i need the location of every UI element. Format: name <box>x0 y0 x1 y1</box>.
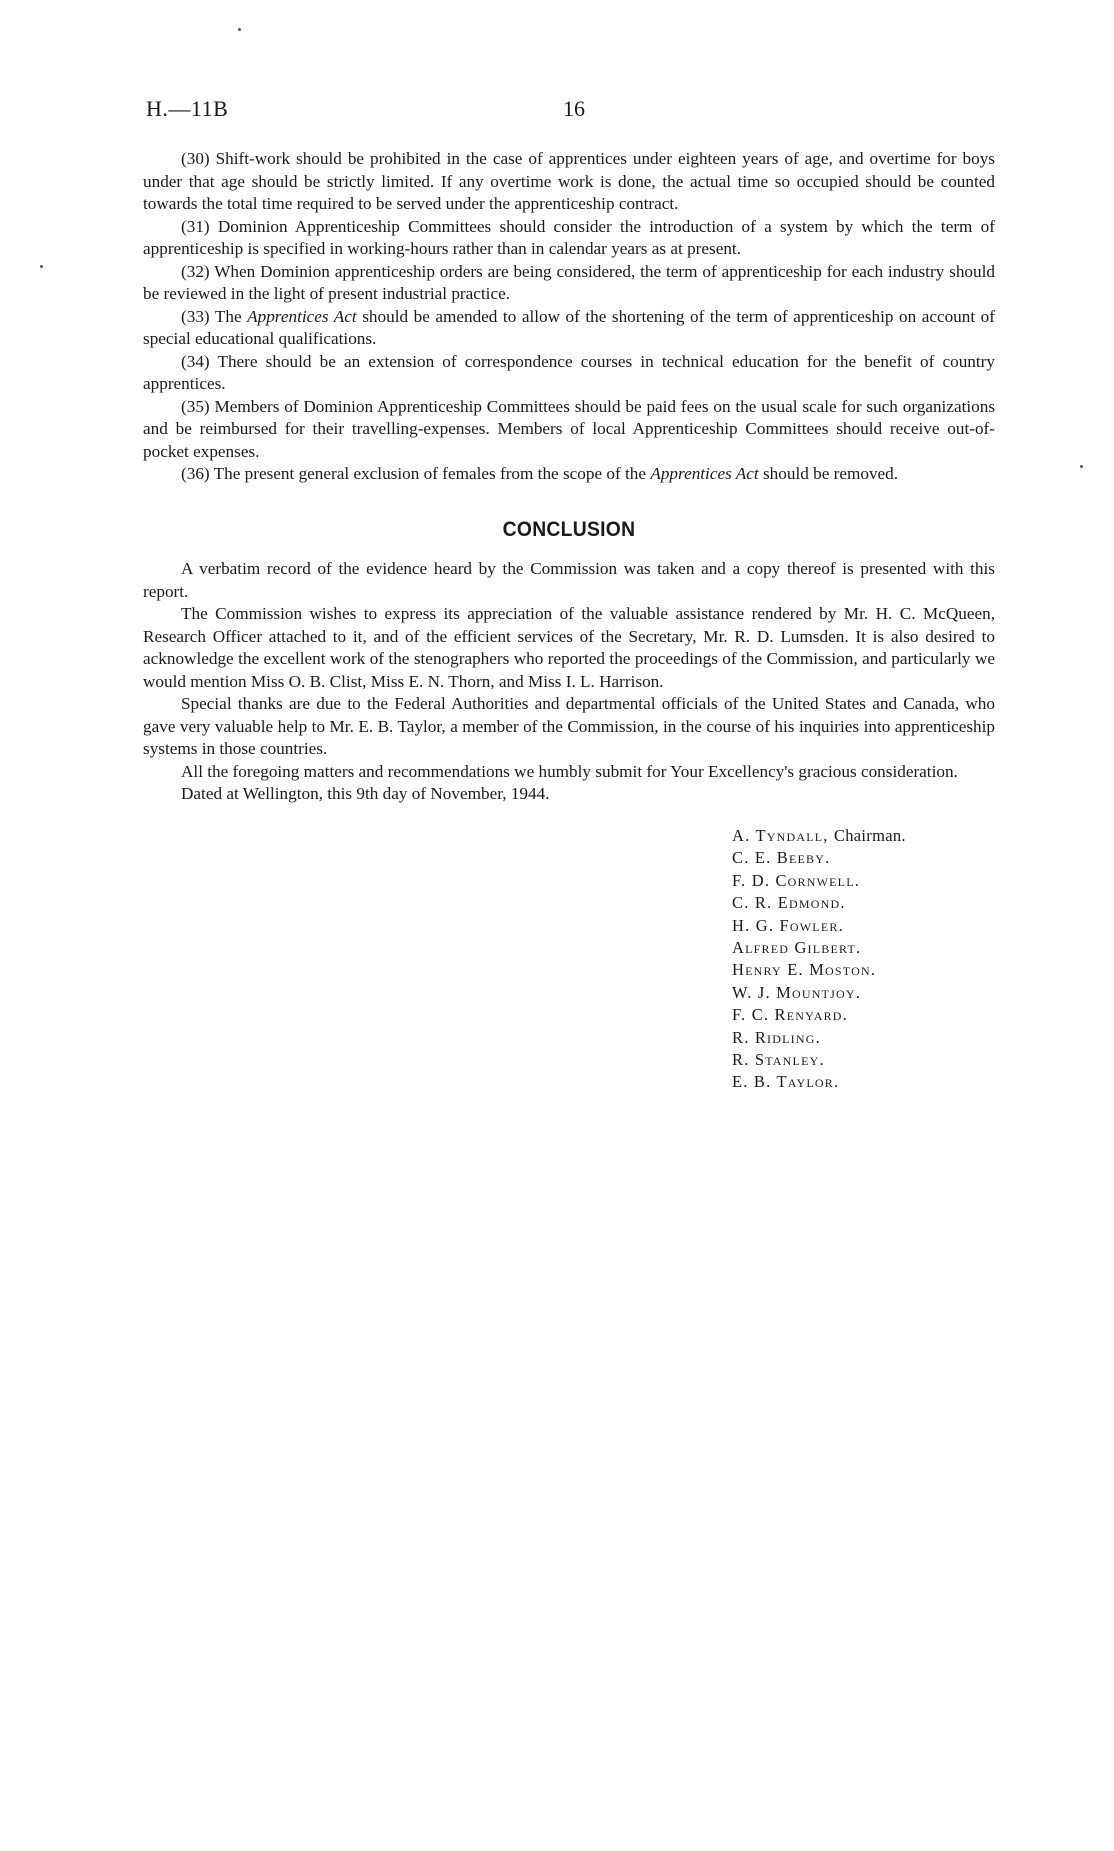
signatory: F. C. Renyard. <box>732 1005 848 1025</box>
conclusion-body <box>143 558 995 806</box>
conclusion-paragraph: Special thanks are due to the Federal Authorities and departmental officials of the United States and Canada, who gave very valuable help to Mr. E. B. Taylor, a member of the Commission, in the course of his inquiries into apprenticeship systems in those countries. <box>143 694 995 758</box>
recommendation-number: (31) <box>181 216 210 236</box>
scan-speck <box>238 28 241 31</box>
recommendation-number: (35) <box>181 396 210 416</box>
recommendation-item <box>143 306 995 351</box>
act-title: Apprentices Act <box>650 464 759 483</box>
recommendation-text: Members of Dominion Apprenticeship Committees should be paid fees on the usual scale for such organizations and be reimbursed for their travelling-expenses. Members of local Apprenticeship Committees should receive out-of-pocket expenses. <box>143 396 996 461</box>
signatories-list <box>732 825 906 1094</box>
signatory: F. D. Cornwell. <box>732 870 861 890</box>
recommendation-item <box>143 261 995 306</box>
recommendation-number: (34) <box>181 351 210 371</box>
recommendation-text: Shift-work should be prohibited in the case of apprentices under eighteen years of age, and overtime for boys under that age should be strictly limited. If any overtime work is done, the actual time so occupied should be counted towards the total time required to be served under the apprenticeship contract. <box>143 149 995 213</box>
signatory: E. B. Taylor. <box>732 1072 840 1092</box>
recommendation-number: (32) <box>181 261 210 281</box>
recommendation-item <box>143 216 995 261</box>
recommendation-item <box>143 463 995 486</box>
scan-speck <box>40 265 43 268</box>
signatory: Alfred Gilbert. <box>732 938 862 958</box>
recommendation-text: should be amended to allow of the shortening of the term of apprenticeship on account of special educational qualifications. <box>143 306 995 348</box>
act-title: Apprentices Act <box>247 306 357 326</box>
recommendation-text: The <box>214 306 242 326</box>
recommendation-text: Dominion Apprenticeship Committees should consider the introduction of a system by which the term of apprenticeship is specified in working-hours rather than in calendar years as at present. <box>143 216 995 258</box>
signatory: Henry E. Moston. <box>732 960 877 980</box>
document-reference: H.—11B <box>146 96 229 121</box>
conclusion-heading: CONCLUSION <box>502 518 636 541</box>
recommendation-number: (33) <box>181 306 210 326</box>
recommendation-text: There should be an extension of correspondence courses in technical education for the benefit of country apprentices. <box>143 351 995 393</box>
signatory: R. Stanley. <box>732 1050 825 1070</box>
signatory: R. Ridling. <box>732 1027 821 1047</box>
conclusion-paragraph: All the foregoing matters and recommendations we humbly submit for Your Excellency's gracious consideration. <box>181 761 958 781</box>
signatory: C. E. Beeby. <box>732 848 831 868</box>
signatory-name: A. Tyndall, <box>732 826 829 845</box>
dated-line: Dated at Wellington, this 9th day of November, 1944. <box>181 784 550 803</box>
conclusion-paragraph: The Commission wishes to express its appreciation of the valuable assistance rendered by Mr. H. C. McQueen, Research Officer attached to it, and of the efficient services of the Secretary, Mr. R. D. Lumsden. It is also desired to acknowledge the excellent work of the stenographers who reported the proceedings of the Commission, and particularly we would mention Miss O. B. Clist, Miss E. N. Thorn, and Miss I. L. Harrison. <box>143 604 995 691</box>
recommendation-item <box>143 148 995 216</box>
signatory: H. G. Fowler. <box>732 915 844 935</box>
recommendation-text: should be removed. <box>762 464 899 483</box>
signatory <box>732 825 906 847</box>
recommendation-item <box>143 351 995 396</box>
scan-speck <box>1080 465 1083 468</box>
recommendations-list <box>143 148 995 486</box>
conclusion-paragraph: A verbatim record of the evidence heard by the Commission was taken and a copy thereof is presented with this report. <box>143 559 995 601</box>
recommendation-number: (36) <box>181 464 210 483</box>
recommendation-item <box>143 396 995 464</box>
signatory-role: Chairman. <box>833 826 906 845</box>
recommendation-number: (30) <box>181 149 210 168</box>
signatory: W. J. Mountjoy. <box>732 982 862 1002</box>
signatory: C. R. Edmond. <box>732 893 846 913</box>
recommendation-text: When Dominion apprenticeship orders are being considered, the term of apprenticeship for each industry should be reviewed in the light of present industrial practice. <box>143 261 995 303</box>
page-number: 16 <box>563 96 585 121</box>
recommendation-text: The present general exclusion of females from the scope of the <box>213 464 647 483</box>
